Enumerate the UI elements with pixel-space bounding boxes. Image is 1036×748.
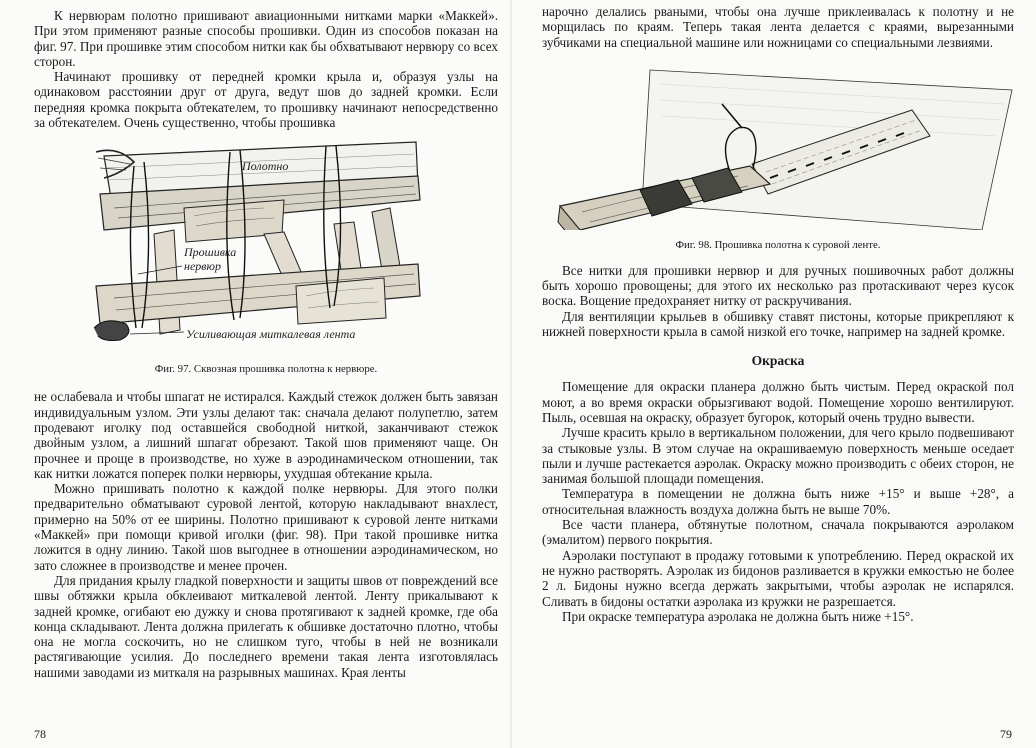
paragraph: При окраске температура аэролака не должна быть ниже +15°. [562,608,914,624]
paragraph: Все части планера, обтянутые полотном, сначала покрываются аэролаком (эмалитом) первого покрытия. [542,517,1014,548]
paragraph: Начинают прошивку от передней кромки крыла и, образуя узлы на одинаковом расстоянии друг от друга, ведут шов до задней кромки. Если передняя кромка покрыта обтекателем, то прошивку начинают непосредственно за обтекателем. Очень существенно, чтобы прошивка [34,69,498,131]
paragraph: К нервюрам полотно пришивают авиационными нитками марки «Маккей». При этом применяют разные способы прошивки. Один из способов показан на фиг. 97. При прошивке этим способом нитки как бы обхватывают нервюру со всех сторон. [34,8,498,69]
paragraph: Помещение для окраски планера должно быть чистым. Перед окраской пол моют, а во время окраски обрызгивают водой. Помещение хорошо вентилируют. Пыль, осевшая на окраску, образует бугорок, который очень трудно вывести. [542,379,1014,425]
figure-98-illustration [542,54,1014,230]
paragraph: Можно пришивать полотно к каждой полке нервюры. Для этого полки предварительно обматывают суровой лентой, которую накладывают внахлест, примерно на 50% от ее ширины. Полотно пришивают к суровой ленте нитками «Маккей» при помощи кривой иголки (фиг. 98). При такой прошивке нитка ложится в одну линию. Такой шов выгоднее в отношении аэродинамическом, но зато сложнее в производстве и менее прочен. [34,481,498,573]
paragraph: Лучше красить крыло в вертикальном положении, для чего крыло подвешивают за стыковые узлы. В этом случае на окрашиваемую поверхность меньше оседает пыли и лучше растекается аэролак. Окраску можно производить с обеих сторон, не занимая большой площади помещения. [542,425,1014,487]
figure-97 [34,138,498,375]
label-tape: Усиливающая миткалевая лента [186,327,356,342]
paragraph: Температура в помещении не должна быть ниже +15° и выше +28°, а относительная влажность воздуха должна быть не выше 70%. [542,486,1014,517]
left-page [0,0,512,748]
page-number: 78 [34,727,46,741]
paragraph: Аэролаки поступают в продажу готовыми к употреблению. Перед окраской их не нужно растворять. Аэролак из бидонов разливается в кружки емкостью не более 2 л. Бидоны нужно всегда держать закрытыми, чтобы аэролак не испарялся. Сливать в бидоны остатки аэролака из кружки не разрешается. [542,547,1014,609]
section-heading: Окраска [751,353,805,369]
paragraph: Для вентиляции крыльев в обшивку ставят пистоны, которые прикрепляют к нижней поверхности крыла в самой низкой его точке, например на задней кромке. [542,308,1014,340]
figure-98 [542,54,1014,251]
label-stitch-line2: нервюр [184,259,221,274]
paragraph: Все нитки для прошивки нервюр и для ручных пошивочных работ должны быть хорошо провощены; для этого их несколько раз протаскивают через кусок воска. Вощение предохраняет нитку от раскручивания. [542,262,1014,309]
right-page [512,0,1036,748]
page-number: 79 [1000,727,1012,741]
label-stitch-line1: Прошивка [184,245,237,260]
paragraph: Для придания крылу гладкой поверхности и защиты швов от повреждений все швы обтяжки крыла обклеивают миткалевой лентой. Ленту прикалывают к задней кромке, огибают ею дужку и снова протягивают к задней кромке, где оба конца складывают. Лента должна прилегать к обшивке достаточно плотно, чтобы она не могла соскочить, но не слишком туго, чтобы в ней не возникали растягивающие усилия. До последнего времени такая лента изготовлялась нашими заводами из миткаля на разрывных машинах. Края ленты [34,572,498,680]
figure-97-illustration [34,138,498,354]
paragraph: не ослабевала и чтобы шпагат не истирался. Каждый стежок должен быть завязан индивидуальным узлом. Эти узлы делают так: сначала делают полупетлю, затем продевают иголку под оставшейся свободной ниткой, заканчивают стежок двойным узлом, а лишний шпагат обрезают. Такой шов применяют чаще. Он прочнее и проще в производстве, но хуже в аэродинамическом отношении, так как нитки ложатся поперек полки нервюры, ухудшая обтекание крыла. [34,389,498,481]
label-cloth: Полотно [242,159,289,174]
figure-98-caption: Фиг. 98. Прошивка полотна к суровой ленте. [675,238,881,251]
paragraph: нарочно делались рваными, чтобы она лучше приклеивалась к полотну и не морщилась по краям. Теперь такая лента делается с краями, вырезанными зубчиками на специальной машине или ножницами со специальными лезвиями. [542,4,1014,50]
figure-97-caption: Фиг. 97. Сквозная прошивка полотна к нервюре. [154,363,378,376]
